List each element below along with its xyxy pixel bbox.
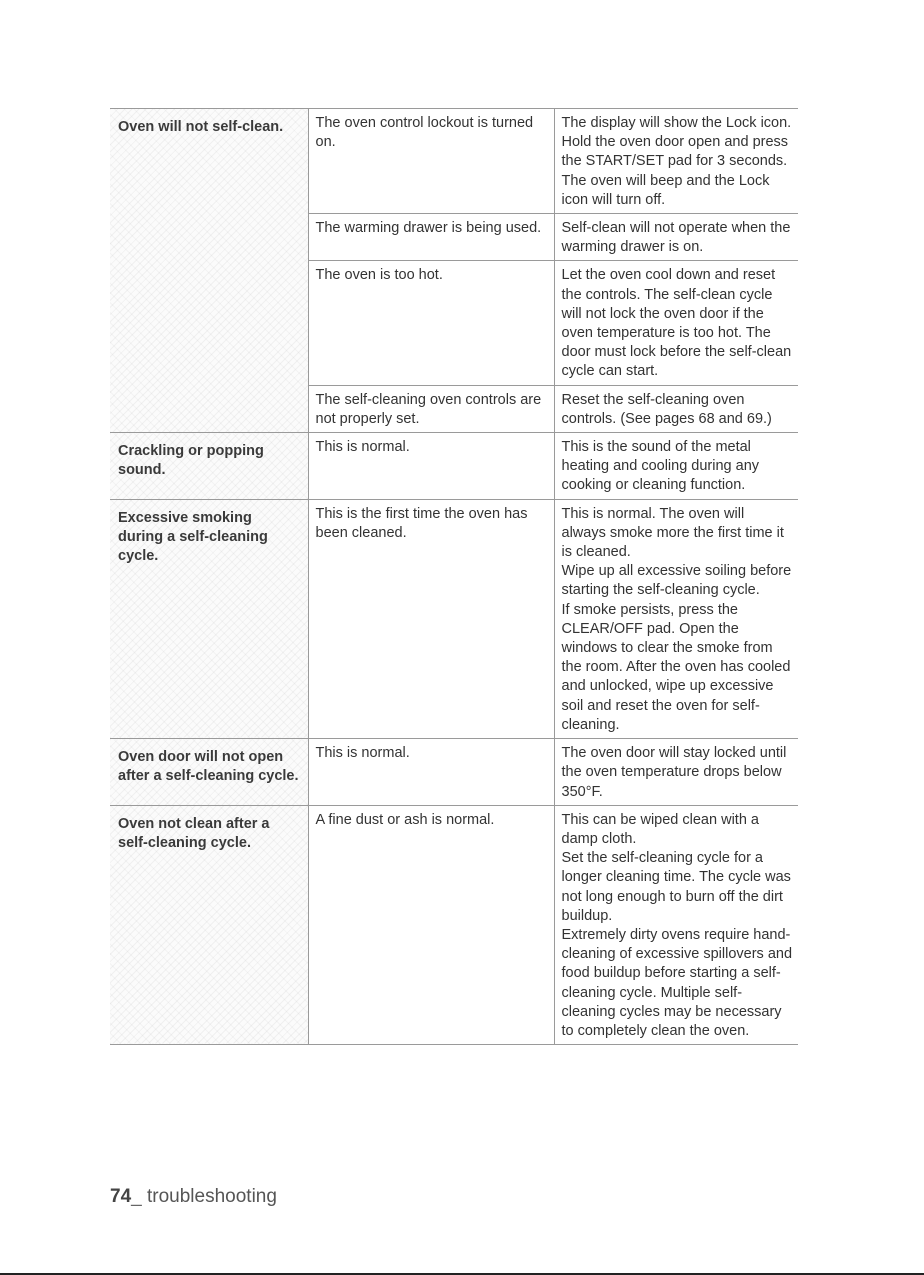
remedy-cell: [554, 261, 798, 385]
table-row: [110, 805, 798, 1044]
footer-separator: _: [131, 1186, 142, 1207]
cause-text: The warming drawer is being used.: [315, 220, 542, 237]
remedy-cell: [554, 214, 798, 261]
table-row: [110, 433, 798, 500]
cause-cell: [308, 499, 554, 738]
cause-text: The self-cleaning oven controls are not properly set.: [315, 391, 542, 427]
remedy-cell: [554, 385, 798, 432]
cause-cell: [308, 805, 554, 1044]
remedy-cell: [554, 109, 798, 214]
cause-text: This is normal.: [315, 439, 410, 456]
remedy-text: Reset the self-cleaning oven controls. (See pages 68 and 69.): [561, 391, 772, 427]
problem-cell: [110, 499, 308, 738]
remedy-text: Extremely dirty ovens require hand-cleaning of excessive spillovers and food buildup before starting a self-cleaning cycle. Multiple self-cleaning cycles may be necessary to completely clean the oven.: [561, 926, 793, 1039]
remedy-cell: [554, 433, 798, 500]
remedy-text: Let the oven cool down and reset the controls. The self-clean cycle will not lock the oven door if the oven temperature is too hot. The door must lock before the self-clean cycle can start.: [561, 267, 792, 380]
section-title: troubleshooting: [141, 1186, 277, 1207]
cause-cell: [308, 261, 554, 385]
problem-cell: [110, 109, 308, 433]
cause-text: The oven control lockout is turned on.: [315, 115, 534, 151]
table-row: [110, 499, 798, 738]
cause-text: The oven is too hot.: [315, 267, 443, 284]
remedy-text: This is the sound of the metal heating and cooling during any cooking or cleaning function.: [561, 439, 760, 494]
problem-cell: [110, 433, 308, 500]
problem-cell: [110, 805, 308, 1044]
problem-text: Oven door will not open after a self-cleaning cycle.: [118, 749, 299, 785]
remedy-text: Self-clean will not operate when the warming drawer is on.: [561, 220, 791, 256]
troubleshooting-table: [110, 109, 798, 1045]
cause-cell: [308, 385, 554, 432]
troubleshooting-table-container: [110, 108, 798, 1045]
cause-text: This is the first time the oven has been cleaned.: [315, 505, 528, 541]
problem-text: Crackling or popping sound.: [118, 443, 264, 479]
problem-text: Oven will not self-clean.: [118, 119, 284, 135]
page-footer: [110, 1186, 277, 1208]
table-row: [110, 739, 798, 806]
cause-cell: [308, 433, 554, 500]
remedy-text: This is normal. The oven will always smoke more the first time it is cleaned.: [561, 505, 784, 561]
remedy-text: This can be wiped clean with a damp cloth.: [561, 811, 759, 847]
problem-cell: [110, 739, 308, 806]
cause-cell: [308, 214, 554, 261]
remedy-text: Set the self-cleaning cycle for a longer cleaning time. The cycle was not long enough to burn off the dirt buildup.: [561, 850, 791, 924]
page-number: 74: [110, 1186, 132, 1207]
remedy-text: If smoke persists, press the CLEAR/OFF pad. Open the windows to clear the smoke from the room. After the oven has cooled and unlocked, wipe up excessive soil and reset the oven for self-cleaning.: [561, 601, 791, 733]
problem-text: Oven not clean after a self-cleaning cycle.: [118, 815, 270, 851]
remedy-text: Wipe up all excessive soiling before starting the self-cleaning cycle.: [561, 563, 792, 599]
table-row: [110, 109, 798, 214]
remedy-cell: [554, 499, 798, 738]
remedy-cell: [554, 739, 798, 806]
cause-text: A fine dust or ash is normal.: [315, 811, 495, 828]
problem-text: Excessive smoking during a self-cleaning cycle.: [118, 509, 268, 565]
remedy-text: The oven door will stay locked until the oven temperature drops below 350°F.: [561, 745, 787, 800]
remedy-text: The display will show the Lock icon. Hold the oven door open and press the START/SET pad for 3 seconds. The oven will beep and the Lock icon will turn off.: [561, 115, 792, 208]
cause-cell: [308, 739, 554, 806]
cause-cell: [308, 109, 554, 214]
remedy-cell: [554, 805, 798, 1044]
cause-text: This is normal.: [315, 745, 410, 762]
